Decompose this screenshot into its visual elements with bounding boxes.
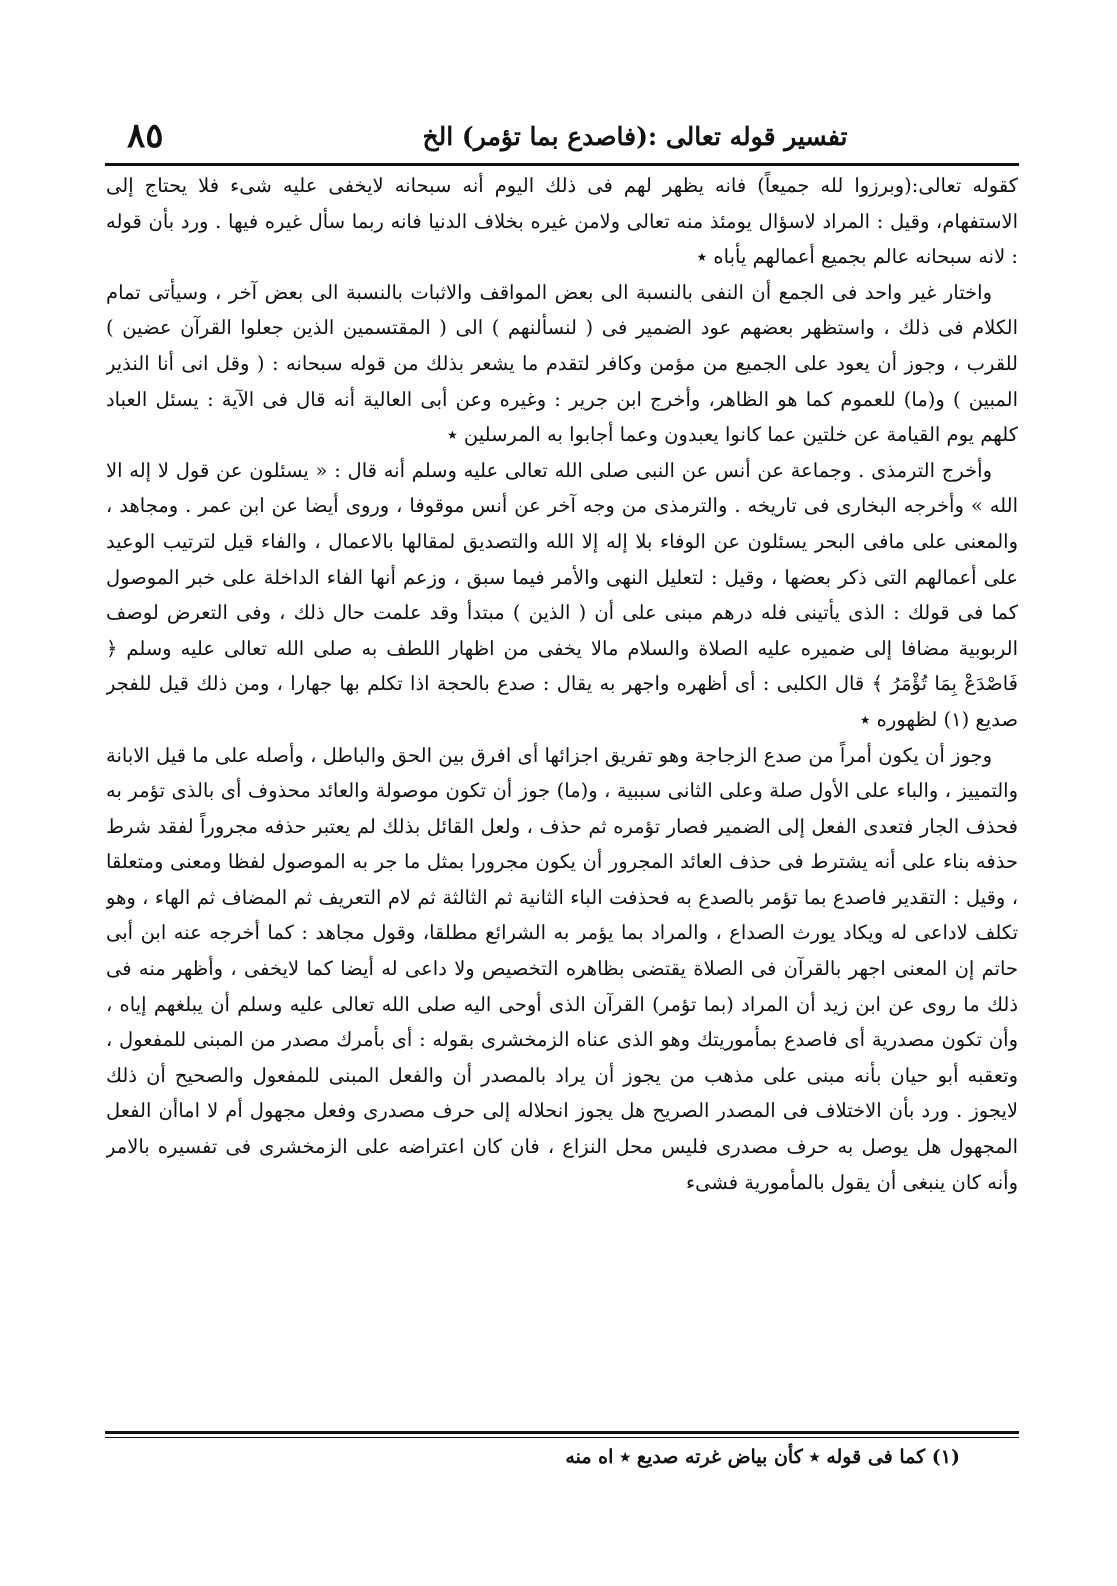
- header-rule: [105, 163, 1019, 166]
- footnote: (١) كما فى قوله ٭ كأن بياض غرته صديع ٭ اه منه: [565, 1446, 960, 1468]
- main-text: [106, 168, 1018, 1430]
- paragraph-3: وأخرج الترمذى . وجماعة عن أنس عن النبى صلى الله تعالى عليه وسلم أنه قال : « يسئلون عن قول لا إله الا الله » وأخرجه البخارى فى تاريخه . والترمذى من وجه آخر عن أنس موقوفا ، وروى أيضا عن ابن عمر . ومجاهد ، والمعنى على مافى البحر يسئلون عن الوفاء بلا إله إلا الله والتصديق لمقالها بالاعمال ، والفاء قيل لترتيب الوعيد على أعمالهم التى ذكر بعضها ، وقيل : لتعليل النهى والأمر فيما سبق ، وزعم أنها الفاء الداخلة على خبر الموصول كما فى قولك : الذى يأتينى فله درهم مبنى على أن ( الذين ) مبتدأ وقد علمت حال ذلك ، وفى التعرض لوصف الربوبية مضافا إلى ضميره عليه الصلاة والسلام مالا يخفى من اظهار اللطف به صلى الله تعالى عليه وسلم ﴿ فَاصْدَعْ بِمَا تُؤْمَرُ ﴾ قال الكلبى : أى أظهره واجهر به يقال : صدع بالحجة اذا تكلم بها جهارا ، ومن ذلك قيل للفجر صديع (١) لظهوره ٭: [106, 458, 1018, 731]
- paragraph-2: واختار غير واحد فى الجمع أن النفى بالنسبة الى بعض المواقف والاثبات بالنسبة الى بعض آخر ، وسيأتى تمام الكلام فى ذلك ، واستظهر بعضهم عود الضمير فى ( لنسألنهم ) الى ( المقتسمين الذين جعلوا القرآن عضين ) للقرب ، وجوز أن يعود على الجميع من مؤمن وكافر لتقدم ما يشعر بذلك من قوله سبحانه : ( وقل انى أنا النذير المبين ) و(ما) للعموم كما هو الظاهر، وأخرج ابن جرير : وغيره وعن أبى العالية أنه قال فى الآية : يسئل العباد كلهم يوم القيامة عن خلتين عما كانوا يعبدون وعما أجابوا به المرسلين ٭: [106, 280, 1018, 447]
- paragraph-1: كقوله تعالى:(وبرزوا لله جميعاً) فانه يظهر لهم فى ذلك اليوم أنه سبحانه لايخفى عليه شىء فلا يحتاج إلى الاستفهام، وقيل : المراد لاسؤال يومئذ منه تعالى ولامن غيره بخلاف الدنيا فانه ربما سأل غيره فيها . ورد بأن قوله : لانه سبحانه عالم بجميع أعمالهم يأباه ٭: [106, 174, 1018, 269]
- page-number: ٨٥: [127, 116, 164, 156]
- page-header: [105, 112, 1017, 158]
- paragraph-4: وجوز أن يكون أمراً من صدع الزجاجة وهو تفريق اجزائها أى افرق بين الحق والباطل ، وأصله على ما قيل الابانة والتمييز ، والباء على الأول صلة وعلى الثانى سببية ، و(ما) جوز أن تكون موصولة والعائد محذوف أى بالذى تؤمر به فحذف الجار فتعدى الفعل إلى الضمير فصار تؤمره ثم حذف ، ولعل القائل بذلك لم يعتبر حذفه مجروراً لفقد شرط حذفه بناء على أنه يشترط فى حذف العائد المجرور أن يكون مجرورا بمثل ما جر به الموصول لفظا ومعنى ومتعلقا ، وقيل : التقدير فاصدع بما تؤمر بالصدع به فحذفت الباء الثانية ثم الثالثة ثم لام التعريف ثم المضاف ثم الهاء ، وهو تكلف لاداعى له ويكاد يورث الصداع ، والمراد بما يؤمر به الشرائع مطلقا، وقول مجاهد : كما أخرجه عنه ابن أبى حاتم إن المعنى اجهر بالقرآن فى الصلاة يقتضى بظاهره التخصيص ولا داعى له أيضا كما لايخفى ، وأظهر منه فى ذلك ما روى عن ابن زيد أن المراد (بما تؤمر) القرآن الذى أوحى اليه صلى الله تعالى عليه وسلم أن يبلغهم إياه ، وأن تكون مصدرية أى فاصدع بمأموريتك وهو الذى عناه الزمخشرى بقوله : أى بأمرك مصدر من المبنى للمفعول ، وتعقبه أبو حيان بأنه مبنى على مذهب من يجوز أن يراد بالمصدر أن والفعل المبنى للمفعول والصحيح أن ذلك لايجوز . ورد بأن الاختلاف فى المصدر الصريح هل يجوز انحلاله إلى حرف مصدرى وفعل مجهول أم لا اماأن الفعل المجهول هل يوصل به حرف مصدرى فليس محل النزاع ، فان كان اعتراضه على الزمخشرى فى تفسيره بالامر وأنه كان ينبغى أن يقول بالمأمورية فشىء: [106, 743, 1018, 1194]
- running-title: تفسير قوله تعالى :(فاصدع بما تؤمر) الخ: [422, 122, 848, 151]
- footnote-rule-thin: [105, 1437, 1019, 1438]
- footnote-rule: [105, 1431, 1019, 1434]
